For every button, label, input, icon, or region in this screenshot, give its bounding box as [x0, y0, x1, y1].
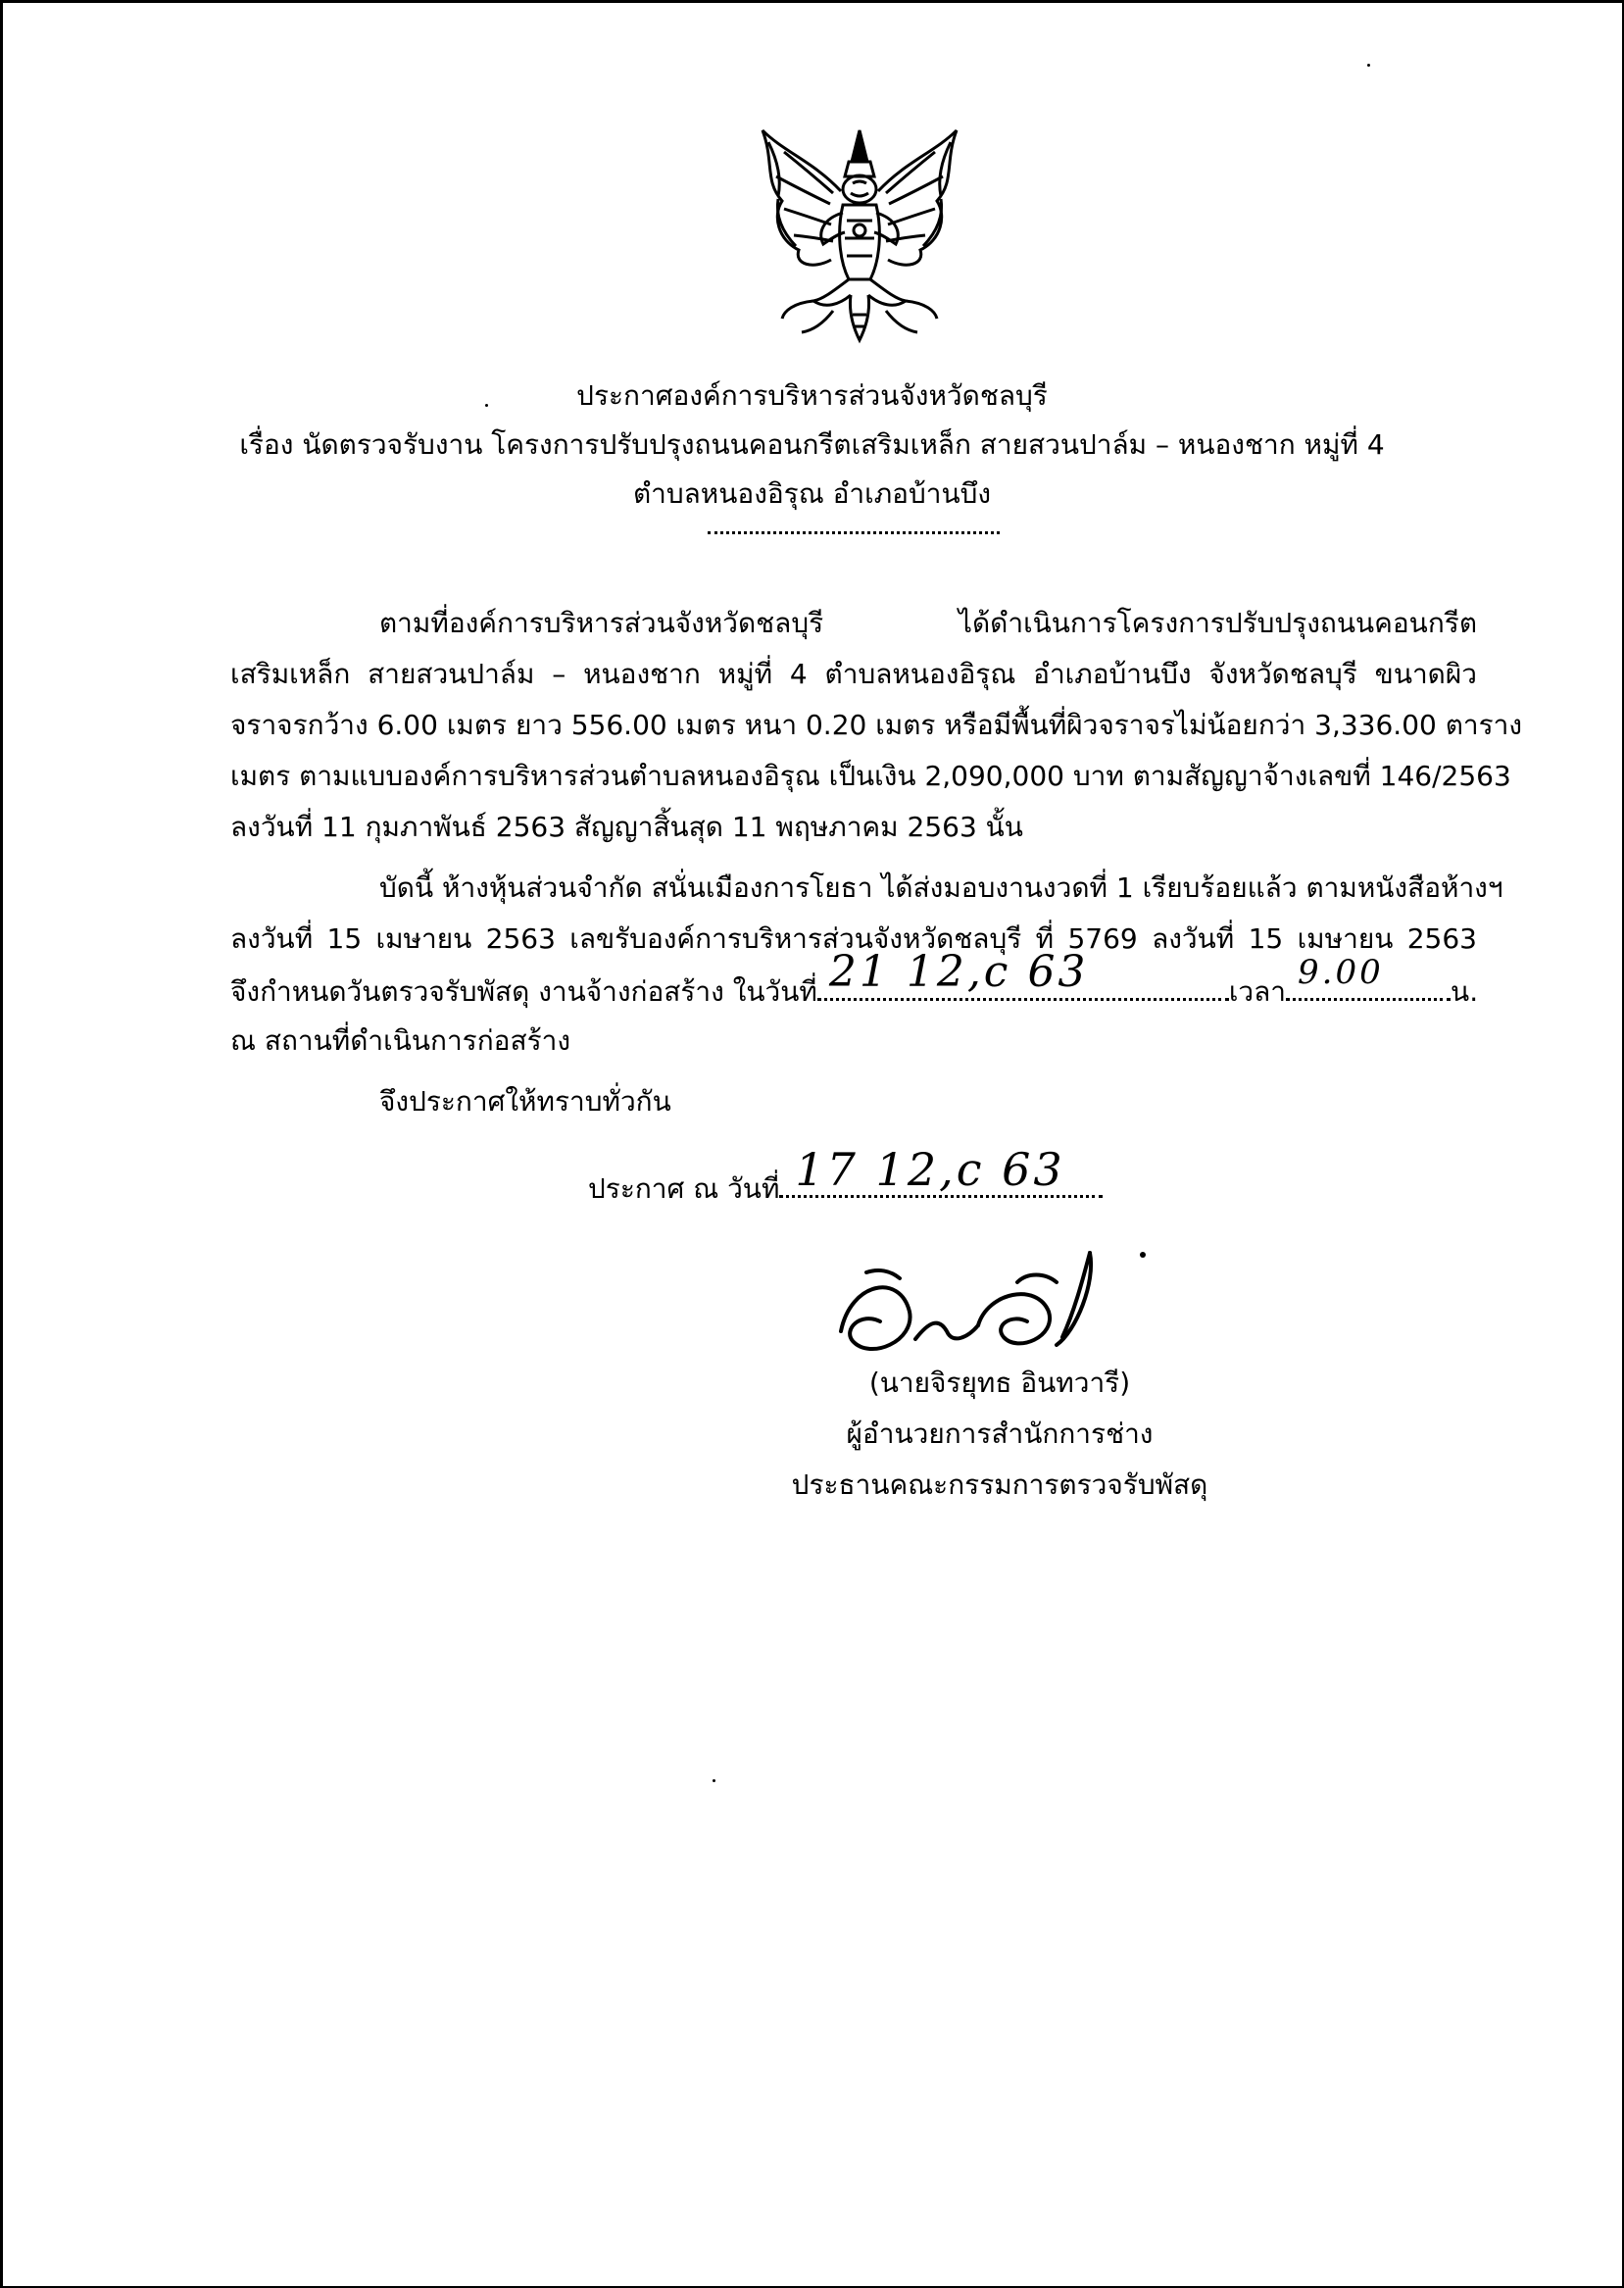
title-divider — [708, 531, 1000, 534]
signatory-name: (นายจิรยุทธ อินทวารี) — [868, 1367, 1131, 1399]
announcement-subject-line2: ตำบลหนองอิรุณ อำเภอบ้านบึง — [632, 477, 992, 510]
signatory-role: ประธานคณะกรรมการตรวจรับพัสดุ — [791, 1468, 1208, 1501]
paragraph-2-line-3 — [230, 947, 1479, 1018]
closing-statement: จึงประกาศให้ทราบทั่วกัน — [379, 1085, 671, 1118]
paragraph-2-line-2: ลงวันที่ 15 เมษายน 2563 เลขรับองค์การบริหารส่วนจังหวัดชลบุรี ที่ 5769 ลงวันที่ 15 เมษายน 2563 — [230, 922, 1477, 955]
inspection-time-field — [1286, 953, 1451, 1001]
announcement-date-field — [779, 1143, 1103, 1198]
paragraph-1-line-5: ลงวันที่ 11 กุมภาพันธ์ 2563 สัญญาสิ้นสุด 11 พฤษภาคม 2563 นั้น — [230, 811, 1023, 843]
time-unit-label: น. — [1451, 975, 1479, 1008]
announcement-subject: เรื่อง นัดตรวจรับงาน โครงการปรับปรุงถนนคอนกรีตเสริมเหล็ก สายสวนปาล์ม – หนองชาก หมู่ที่ 4 — [239, 428, 1385, 461]
announcement-title: ประกาศองค์การบริหารส่วนจังหวัดชลบุรี — [576, 379, 1048, 412]
paragraph-1-line-1: ตามที่องค์การบริหารส่วนจังหวัดชลบุรี ได้ดำเนินการโครงการปรับปรุงถนนคอนกรีต — [379, 607, 1477, 639]
paragraph-1-line-3: จราจรกว้าง 6.00 เมตร ยาว 556.00 เมตร หนา 0.20 เมตร หรือมีพื้นที่ผิวจราจรไม่น้อยกว่า 3,336.00 ตาราง — [230, 709, 1523, 741]
paragraph-1-line-2: เสริมเหล็ก สายสวนปาล์ม – หนองชาก หมู่ที่ 4 ตำบลหนองอิรุณ อำเภอบ้านบึง จังหวัดชลบุรี ขนาดผิว — [230, 658, 1477, 690]
signatory-position: ผู้อำนวยการสำนักการช่าง — [846, 1418, 1154, 1450]
paragraph-2-line-1: บัดนี้ ห้างหุ้นส่วนจำกัด สนั่นเมืองการโยธา ได้ส่งมอบงานงวดที่ 1 เรียบร้อยแล้ว ตามหนังสือห้างฯ — [379, 871, 1503, 904]
handwritten-inspection-date: 21 12,c 63 — [828, 947, 1089, 997]
paragraph-2-line-4: ณ สถานที่ดำเนินการก่อสร้าง — [230, 1024, 571, 1057]
handwritten-signature — [831, 1243, 1155, 1368]
paragraph-1-line-4: เมตร ตามแบบองค์การบริหารส่วนตำบลหนองอิรุณ เป็นเงิน 2,090,000 บาท ตามสัญญาจ้างเลขที่ 146/2563 — [230, 760, 1511, 792]
handwritten-announcement-date: 17 12,c 63 — [795, 1143, 1065, 1196]
announcement-date-label: ประกาศ ณ วันที่ — [588, 1172, 780, 1205]
garuda-emblem-icon — [755, 123, 965, 348]
handwritten-inspection-time: 9.00 — [1298, 953, 1384, 992]
inspection-date-field — [817, 947, 1229, 1001]
announcement-date — [588, 1143, 1103, 1215]
inspection-date-label: จึงกำหนดวันตรวจรับพัสดุ งานจ้างก่อสร้าง ในวันที่ — [230, 975, 817, 1008]
inspection-time-label: เวลา — [1228, 975, 1287, 1008]
